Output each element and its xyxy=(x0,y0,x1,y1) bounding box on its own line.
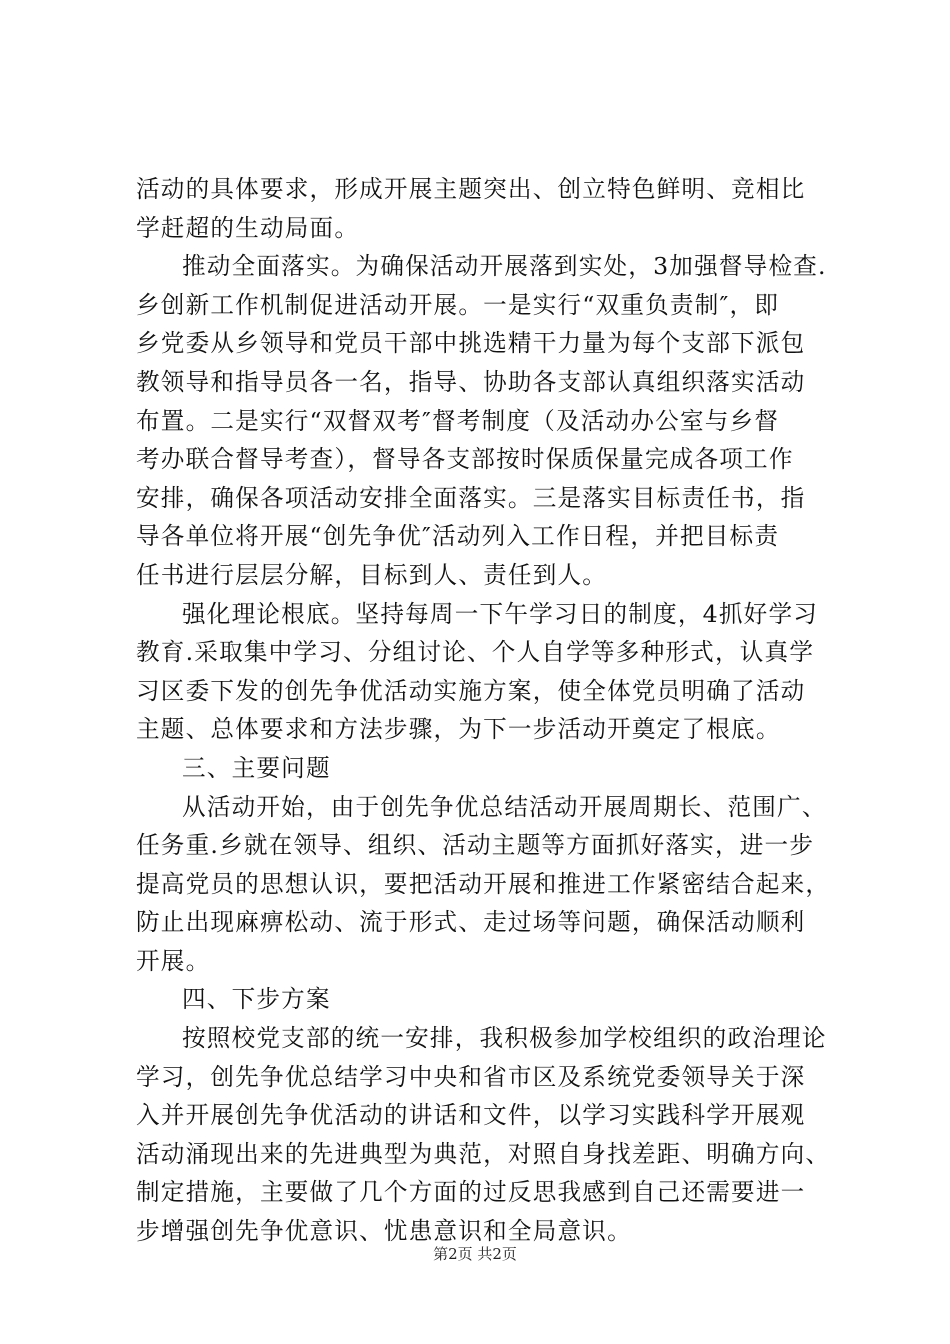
text-line: 任书进行层层分解，目标到人、责任到人。 xyxy=(136,560,608,589)
text-line: 导各单位将开展“创先争优″活动列入工作日程，并把目标责 xyxy=(136,522,780,551)
text-line: 主题、总体要求和方法步骤，为下一步活动开奠定了根底。 xyxy=(136,715,781,744)
text-line: 制定措施，主要做了几个方面的过反思我感到自己还需要进一 xyxy=(136,1178,806,1207)
text-line: 安排，确保各项活动安排全面落实。三是落实目标责任书，指 xyxy=(136,483,806,512)
text-line: 考办联合督导考查），督导各支部按时保质保量完成各项工作 xyxy=(136,445,794,474)
text-line: 入并开展创先争优活动的讲话和文件，以学习实践科学开展观 xyxy=(136,1101,806,1130)
text-line: 教领导和指导员各一名，指导、协助各支部认真组织落实活动 xyxy=(136,367,806,396)
text-line: 活动的具体要求，形成开展主题突出、创立特色鲜明、竞相比 xyxy=(136,175,806,203)
text-line: 按照校党支部的统一安排，我积极参加学校组织的政治理论 xyxy=(182,1024,827,1053)
text-line: 学赶超的生动局面。 xyxy=(136,213,360,242)
text-line: 提高党员的思想认识，要把活动开展和推进工作紧密结合起来， xyxy=(136,869,831,898)
text-line: 四、下步方案 xyxy=(182,985,331,1014)
text-line: 学习，创先争优总结学习中央和省市区及系统党委领导关于深 xyxy=(136,1062,806,1091)
text-line: 教育.采取集中学习、分组讨论、个人自学等多种形式，认真学 xyxy=(136,638,815,667)
text-line: 防止出现麻痹松动、流于形式、走过场等问题，确保活动顺利 xyxy=(136,908,806,937)
text-line: 推动全面落实。为确保活动开展落到实处，3加强督导检查. xyxy=(182,252,827,281)
page-footer: 第2页 共2页 xyxy=(433,1245,517,1263)
text-line: 步增强创先争优意识、忧患意识和全局意识。 xyxy=(136,1217,632,1246)
text-line: 活动涌现出来的先进典型为典范，对照自身找差距、明确方向、 xyxy=(136,1139,831,1168)
document-body xyxy=(136,170,836,1251)
text-line: 乡党委从乡领导和党员干部中挑选精干力量为每个支部下派包 xyxy=(136,329,806,358)
text-line: 任务重.乡就在领导、组织、活动主题等方面抓好落实，进一步 xyxy=(136,831,815,860)
text-line: 乡创新工作机制促进活动开展。一是实行“双重负责制″，即 xyxy=(136,290,780,319)
text-line: 布置。二是实行“双督双考″督考制度（及活动办公室与乡督 xyxy=(136,406,780,435)
text-line: 三、主要问题 xyxy=(182,753,331,782)
text-line: 从活动开始，由于创先争优总结活动开展周期长、范围广、 xyxy=(182,792,827,821)
text-line: 习区委下发的创先争优活动实施方案，使全体党员明确了活动 xyxy=(136,676,806,705)
text-line: 强化理论根底。坚持每周一下午学习日的制度，4抓好学习 xyxy=(182,599,819,628)
text-line: 开展。 xyxy=(136,946,211,975)
